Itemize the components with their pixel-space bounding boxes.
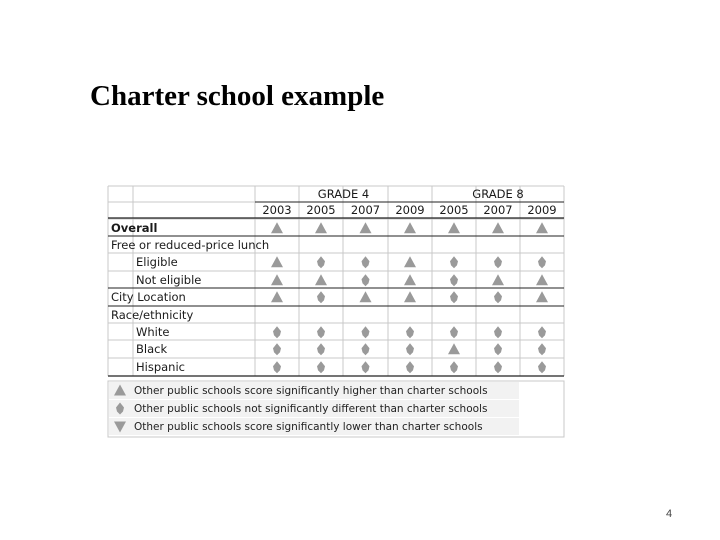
cell-up-icon	[360, 222, 372, 233]
cell-diamond-icon	[538, 361, 546, 373]
cell-diamond-icon	[406, 361, 414, 373]
cell-diamond-icon	[273, 343, 281, 355]
cell-up-icon	[271, 291, 283, 302]
cell-diamond-icon	[362, 274, 370, 286]
cell-diamond-icon	[273, 361, 281, 373]
group-header: GRADE 8	[472, 187, 524, 201]
cell-diamond-icon	[494, 291, 502, 303]
cell-diamond-icon	[362, 361, 370, 373]
row-label: Eligible	[136, 255, 178, 269]
cell-diamond-icon	[317, 343, 325, 355]
cell-diamond-icon	[317, 361, 325, 373]
cell-up-icon	[536, 222, 548, 233]
cell-diamond-icon	[494, 361, 502, 373]
cell-diamond-icon	[450, 361, 458, 373]
cell-up-icon	[448, 343, 460, 354]
cell-diamond-icon	[538, 326, 546, 338]
cell-diamond-icon	[362, 343, 370, 355]
cell-diamond-icon	[362, 326, 370, 338]
cell-up-icon	[448, 222, 460, 233]
cell-up-icon	[271, 256, 283, 267]
cell-up-icon	[404, 274, 416, 285]
cell-up-icon	[536, 274, 548, 285]
cell-diamond-icon	[317, 291, 325, 303]
cell-diamond-icon	[317, 326, 325, 338]
cell-up-icon	[536, 291, 548, 302]
row-label: City Location	[111, 290, 186, 304]
row-label: Not eligible	[136, 273, 202, 287]
cell-up-icon	[492, 274, 504, 285]
cell-up-icon	[315, 222, 327, 233]
cell-diamond-icon	[273, 326, 281, 338]
slide-title: Charter school example	[90, 80, 385, 112]
cell-diamond-icon	[406, 343, 414, 355]
year-header: 2007	[483, 203, 513, 217]
cell-diamond-icon	[538, 343, 546, 355]
year-header: 2003	[262, 203, 292, 217]
cell-up-icon	[404, 256, 416, 267]
cell-up-icon	[271, 222, 283, 233]
cell-diamond-icon	[450, 274, 458, 286]
page-number: 4	[666, 508, 673, 520]
cell-diamond-icon	[450, 256, 458, 268]
cell-diamond-icon	[450, 326, 458, 338]
row-label: Free or reduced-price lunch	[111, 238, 270, 252]
cell-diamond-icon	[494, 326, 502, 338]
row-label: Overall	[111, 221, 158, 235]
year-header: 2007	[350, 203, 381, 217]
cell-diamond-icon	[494, 343, 502, 355]
legend-text: Other public schools score significantly lower than charter schools	[134, 421, 483, 433]
year-header: 2009	[527, 203, 557, 217]
year-header: 2005	[306, 203, 336, 217]
cell-diamond-icon	[362, 256, 370, 268]
year-header: 2009	[395, 203, 425, 217]
row-label: Black	[136, 342, 168, 356]
cell-up-icon	[271, 274, 283, 285]
row-label: Hispanic	[136, 360, 185, 374]
cell-diamond-icon	[450, 291, 458, 303]
cell-up-icon	[315, 274, 327, 285]
cell-diamond-icon	[538, 256, 546, 268]
cell-up-icon	[404, 291, 416, 302]
cell-diamond-icon	[494, 256, 502, 268]
row-label: White	[136, 325, 170, 339]
cell-up-icon	[492, 222, 504, 233]
group-header: GRADE 4	[317, 187, 370, 201]
row-label: Race/ethnicity	[111, 308, 194, 322]
cell-diamond-icon	[317, 256, 325, 268]
year-header: 2005	[439, 203, 469, 217]
cell-up-icon	[404, 222, 416, 233]
legend-text: Other public schools score significantly higher than charter schools	[134, 385, 488, 397]
cell-up-icon	[360, 291, 372, 302]
legend-text: Other public schools not significantly different than charter schools	[134, 403, 488, 415]
cell-diamond-icon	[406, 326, 414, 338]
